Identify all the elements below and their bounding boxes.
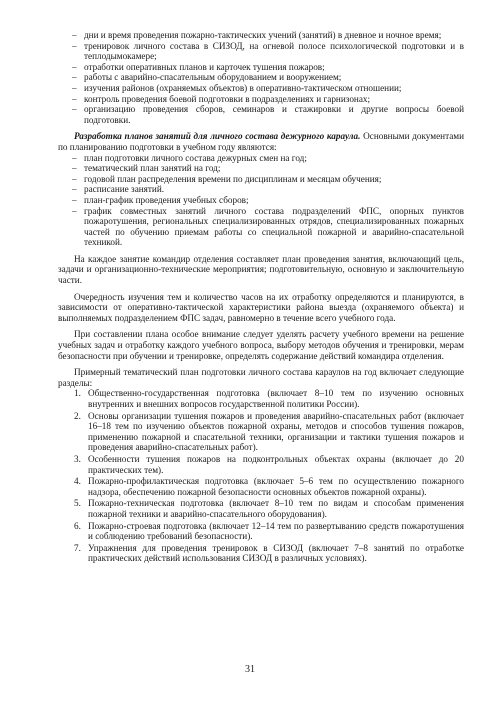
topic-item <box>58 521 464 542</box>
list-item: – план-график проведения учебных сборов; <box>58 195 464 206</box>
topic-item <box>58 476 464 497</box>
topics-list <box>58 388 464 564</box>
documents-list <box>58 153 464 248</box>
list-item: – расписание занятий. <box>58 184 464 195</box>
section-heading: Разработка планов занятий для личного состава дежурного караула. <box>74 131 361 142</box>
topic-item <box>58 498 464 519</box>
paragraph: При составлении плана особое внимание следует уделять расчету учебного времени на решение учебных задач и отработку каждого учебного вопроса, выбору методов обучения и тренировки, мерам безопасности при обучении и тренировке, определять содержание действий командира отделения. <box>58 329 464 361</box>
topic-number: 5. <box>74 498 81 509</box>
topic-number: 3. <box>74 453 81 464</box>
planning-items-list <box>58 30 464 125</box>
list-item: – план подготовки личного состава дежурных смен на год; <box>58 153 464 164</box>
list-item: – тематический план занятий на год; <box>58 163 464 174</box>
section-intro: Основными документами по планированию подготовки в учебном году являются: <box>58 131 465 152</box>
list-item: – контроль проведения боевой подготовки в подразделениях и гарнизонах; <box>58 94 464 105</box>
topic-item <box>58 411 464 453</box>
list-item: – изучения районов (охраняемых объектов) в оперативно-тактическом отношении; <box>58 83 464 94</box>
topic-text: Пожарно-профилактическая подготовка (включает 5–6 тем по осуществлению пожарного надзора, обеспечению пожарной безопасности основных объектов пожарной охраны). <box>88 476 464 497</box>
list-item: – дни и время проведения пожарно-тактических учений (занятий) в дневное и ночное время; <box>58 30 464 41</box>
topic-number: 2. <box>74 410 81 421</box>
topic-text: Особенности тушения пожаров на подконтрольных объектах охраны (включает до 20 практических тем). <box>88 453 464 475</box>
topic-number: 1. <box>74 388 81 399</box>
topic-text: Пожарно-строевая подготовка (включает 12–14 тем по развертыванию средств пожаротушения и соблюдению требований безопасности). <box>88 520 464 542</box>
page-body <box>58 30 464 564</box>
list-item: – организацию проведения сборов, семинаров и стажировки и другие вопросы боевой подготовки. <box>58 104 464 125</box>
topic-text: Общественно-государственная подготовка (включает 8–10 тем по изучению основных внутренних и внешних вопросов государственной политики России). <box>88 388 464 409</box>
list-item: – тренировок личного состава в СИЗОД, на огневой полосе психологической подготовки и в теплодымокамере; <box>58 41 464 62</box>
list-item: – график совместных занятий личного состава подразделений ФПС, опорных пунктов пожаротушения, региональных специализированных отрядов, специализированных пожарных частей по обучению приемам работы со специальной пожарной и аварийно-спасательной техникой. <box>58 206 464 248</box>
topic-number: 4. <box>74 476 81 487</box>
list-item: – отработки оперативных планов и карточек тушения пожаров; <box>58 62 464 73</box>
page-number: 31 <box>245 664 255 675</box>
list-item: – работы с аварийно-спасательным оборудованием и вооружением; <box>58 72 464 83</box>
list-item: – годовой план распределения времени по дисциплинам и месяцам обучения; <box>58 174 464 185</box>
topic-item <box>58 388 464 409</box>
topic-number: 6. <box>74 520 81 531</box>
topic-text: Упражнения для проведения тренировок в СИЗОД (включает 7–8 занятий по отработке практических действий использования СИЗОД в различных условиях). <box>88 542 464 564</box>
paragraph: Примерный тематический план подготовки личного состава караулов на год включает следующие разделы: <box>58 367 464 388</box>
topic-item <box>58 543 464 564</box>
topic-text: Пожарно-техническая подготовка (включает 8–10 тем по видам и способам применения пожарной техники и аварийно-спасательного оборудования). <box>88 498 464 519</box>
topic-number: 7. <box>74 542 81 553</box>
section-paragraph <box>58 131 464 152</box>
paragraph: На каждое занятие командир отделения составляет план проведения занятия, включающий цель, задачи и организационно-технические мероприятия; подготовительную, основную и заключительную части. <box>58 253 464 286</box>
paragraph: Очередность изучения тем и количество часов на их отработку определяются и планируются, в зависимости от оперативно-тактической характеристики района выезда (охраняемого объекта) и выполняемых подразделением ФПС задач, равномерно в течение всего учебного года. <box>58 291 464 323</box>
topic-item <box>58 454 464 475</box>
topic-text: Основы организации тушения пожаров и проведения аварийно-спасательных работ (включает 16–18 тем по изучению объектов пожарной охраны, методов и способов тушения пожаров, применению пожарной и спасательной техники, организации и тактики тушения пожаров и проведения аварийно-спасательных работ). <box>88 410 464 453</box>
